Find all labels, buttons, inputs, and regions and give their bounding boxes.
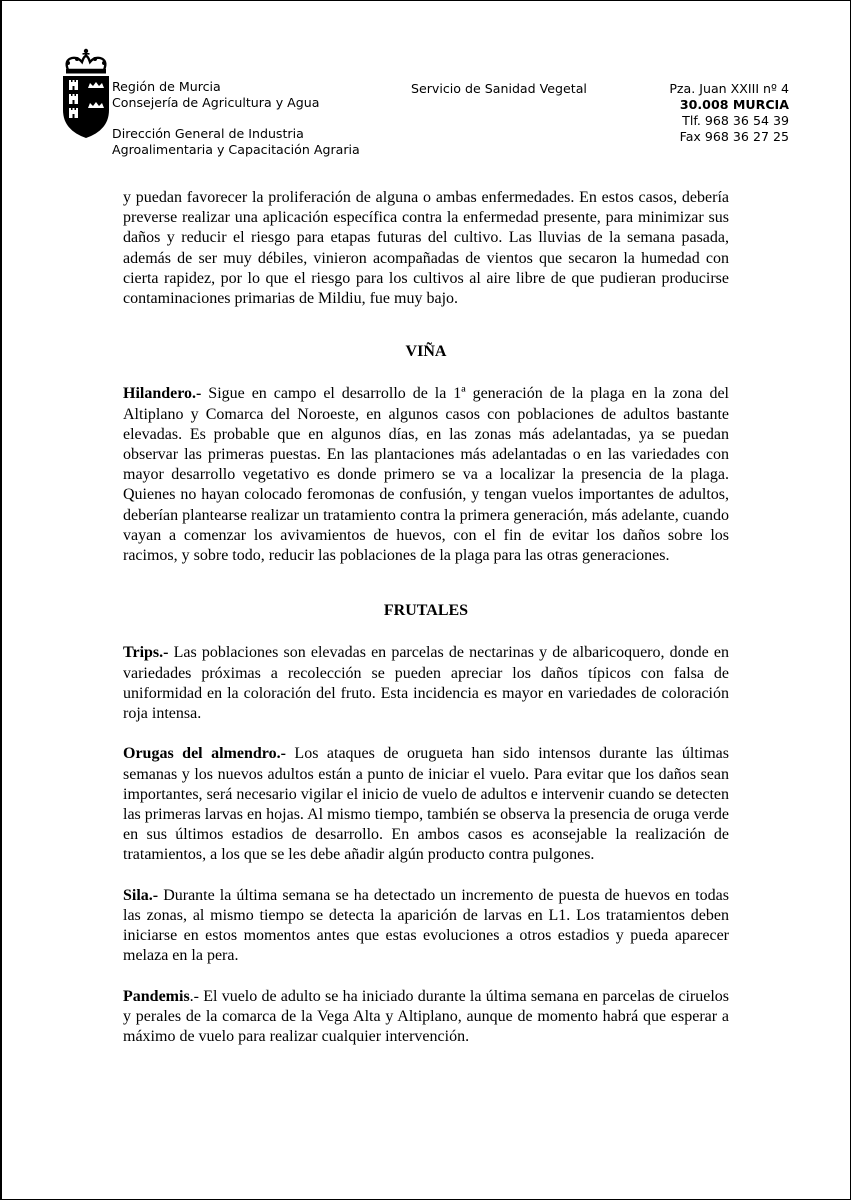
document-body	[123, 188, 729, 1047]
header-service: Servicio de Sanidad Vegetal	[411, 81, 587, 96]
orugas-text: Los ataques de orugueta han sido intensos durante las últimas semanas y los nuevos adultos están a punto de iniciar el vuelo. Para evitar que los daños sean importantes, será necesario vigilar el inicio de vuelo de adultos e intervenir cuando se detecten las primeras larvas en hojas. Al mismo tiempo, también se observa la presencia de oruga verde en sus últimos estadios de desarrollo. En ambos casos es aconsejable la realización de tratamientos, a los que se les debe añadir algún producto contra pulgones.	[123, 745, 729, 864]
header-directorate-line1: Dirección General de Industria	[112, 126, 304, 141]
header-phone: Tlf. 968 36 54 39	[682, 113, 789, 128]
section-heading-frutales: FRUTALES	[383, 602, 469, 620]
paragraph-hilandero	[123, 384, 729, 566]
paragraph-trips	[123, 643, 729, 724]
section-heading-vina: VIÑA	[405, 343, 447, 361]
paragraph-pandemis	[123, 987, 729, 1048]
header-department: Consejería de Agricultura y Agua	[112, 95, 320, 110]
header-region	[112, 79, 319, 111]
pandemis-text: .- El vuelo de adulto se ha iniciado durante la última semana en parcelas de ciruelos y perales de la comarca de la Vega Alta y Altiplano, aunque de momento habrá que esperar a máximo de vuelo para realizar cualquier intervención.	[123, 987, 729, 1046]
intro-paragraph: y puedan favorecer la proliferación de alguna o ambas enfermedades. En estos casos, debería preverse realizar una aplicación específica contra la enfermedad presente, para minimizar sus daños y reducir el riesgo para etapas futuras del cultivo. Las lluvias de la semana pasada, además de ser muy débiles, vinieron acompañadas de vientos que secaron la humedad con cierta rapidez, por lo que el riesgo para los cultivos al aire libre de que pudieran producirse contaminaciones primarias de Mildiu, fue muy bajo.	[123, 189, 729, 308]
header-directorate	[112, 126, 360, 158]
header-address	[669, 81, 789, 145]
header-address-street: Pza. Juan XXIII nº 4	[669, 81, 789, 96]
header-region-name: Región de Murcia	[112, 79, 221, 94]
trips-title: Trips.-	[123, 644, 169, 662]
sila-title: Sila.-	[123, 886, 159, 904]
sila-text: Durante la última semana se ha detectado un incremento de puesta de huevos en todas las zonas, al mismo tiempo se detecta la aparición de larvas en L1. Los tratamientos deben iniciarse en estos momentos antes que estas evoluciones a otros estadios y pueda aparecer melaza en la pera.	[123, 886, 729, 965]
paragraph-orugas	[123, 744, 729, 865]
orugas-title: Orugas del almendro.-	[123, 745, 286, 763]
header-fax: Fax 968 36 27 25	[679, 129, 789, 144]
region-murcia-crest-icon	[60, 48, 112, 140]
hilandero-text: Sigue en campo el desarrollo de la 1ª generación de la plaga en la zona del Altiplano y Comarca del Noroeste, en algunos casos con poblaciones de adultos bastante elevadas. Es probable que en algunos días, en las zonas más adelantadas, ya se puedan observar las primeras puestas. En las plantaciones más adelantadas o en las variedades con mayor desarrollo vegetativo es donde primero se va a localizar la presencia de la plaga. Quienes no hayan colocado feromonas de confusión, y tengan vuelos importantes de adultos, deberían plantearse realizar un tratamiento contra la primera generación, más adelante, cuando vayan a comenzar los avivamientos de huevos, con el fin de evitar los daños sobre los racimos, y sobre todo, reducir las poblaciones de la plaga para las otras generaciones.	[123, 385, 729, 565]
header-directorate-line2: Agroalimentaria y Capacitación Agraria	[112, 142, 360, 157]
header-address-city: 30.008 MURCIA	[679, 97, 789, 112]
paragraph-sila	[123, 886, 729, 967]
trips-text: Las poblaciones son elevadas en parcelas de nectarinas y de albaricoquero, donde en variedades próximas a recolección se pueden apreciar los daños típicos con falsa de uniformidad en la coloración del fruto. Esta incidencia es mayor en variedades de coloración roja intensa.	[123, 644, 729, 723]
hilandero-title: Hilandero.-	[123, 385, 202, 403]
pandemis-title: Pandemis	[123, 987, 190, 1005]
